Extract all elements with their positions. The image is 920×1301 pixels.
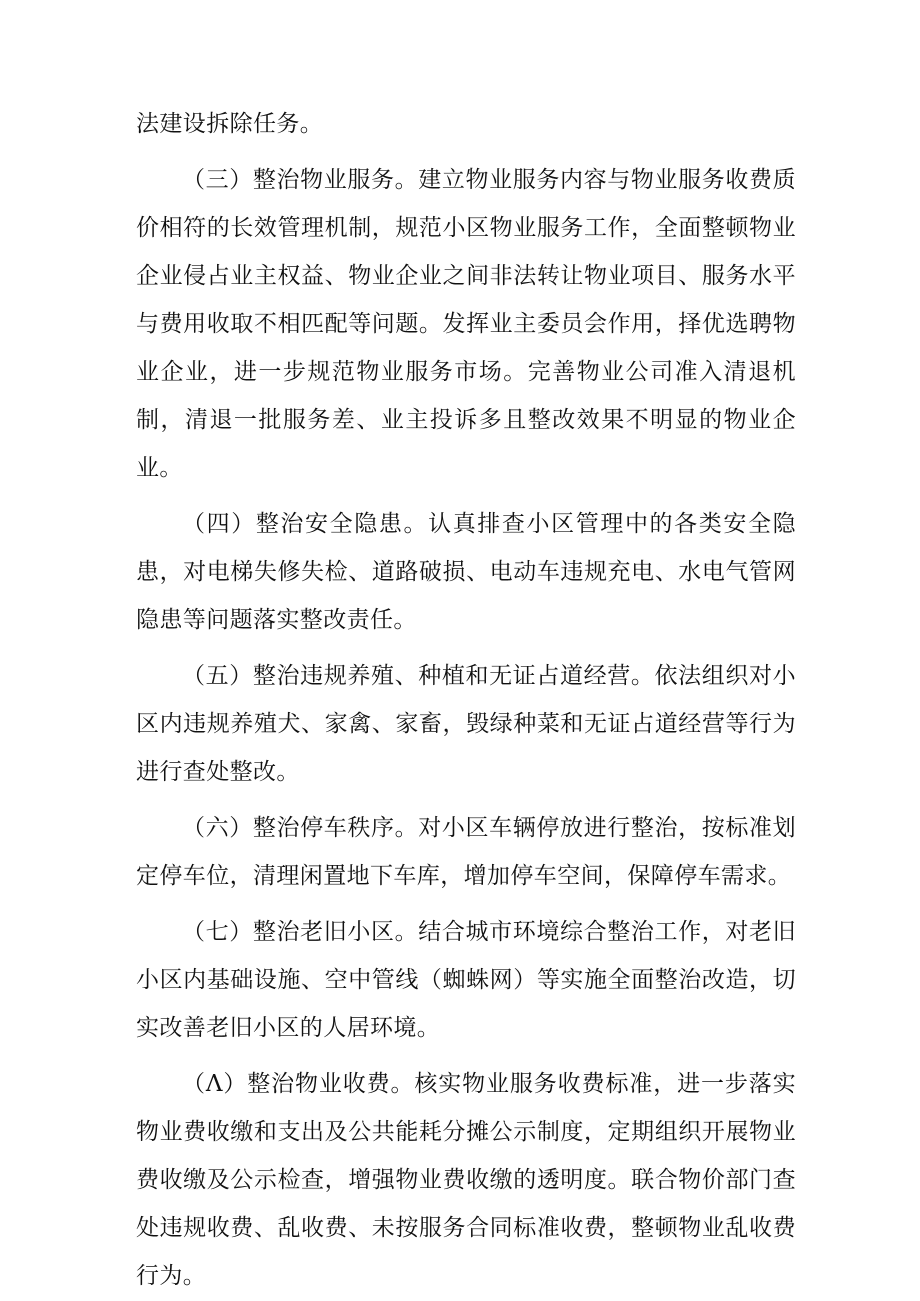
paragraph-safety-hazards: （四）整治安全隐患。认真排查小区管理中的各类安全隐患，对电梯失修失检、道路破损、电动车违规充电、水电气管网隐患等问题落实整改责任。: [136, 511, 796, 633]
paragraph-continuation: 法建设拆除任务。: [136, 111, 324, 137]
paragraph-property-service: （三）整治物业服务。建立物业服务内容与物业服务收费质价相符的长效管理机制，规范小区物业服务工作，全面整顿物业企业侵占业主权益、物业企业之间非法转让物业项目、服务水平与费用收取不相匹配等问题。发挥业主委员会作用，择优选聘物业企业，进一步规范物业服务市场。完善物业公司准入清退机制，清退一批服务差、业主投诉多且整改效果不明显的物业企业。: [136, 167, 796, 481]
paragraph-old-communities: （七）整治老旧小区。结合城市环境综合整治工作，对老旧小区内基础设施、空中管线（蜘蛛网）等实施全面整治改造，切实改善老旧小区的人居环境。: [136, 919, 796, 1041]
paragraph-property-fees: （Λ）整治物业收费。核实物业服务收费标准，进一步落实物业费收缴和支出及公共能耗分摊公示制度，定期组织开展物业费收缴及公示检查，增强物业费收缴的透明度。联合物价部门查处违规收费、乱收费、未按服务合同标准收费，整顿物业乱收费行为。: [136, 1071, 796, 1289]
document-body: [136, 100, 796, 1300]
paragraph-illegal-breeding: （五）整治违规养殖、种植和无证占道经营。依法组织对小区内违规养殖犬、家禽、家畜，毁绿种菜和无证占道经营等行为进行查处整改。: [136, 663, 796, 785]
paragraph-parking-order: （六）整治停车秩序。对小区车辆停放进行整治，按标准划定停车位，清理闲置地下车库，增加停车空间，保障停车需求。: [136, 815, 796, 889]
